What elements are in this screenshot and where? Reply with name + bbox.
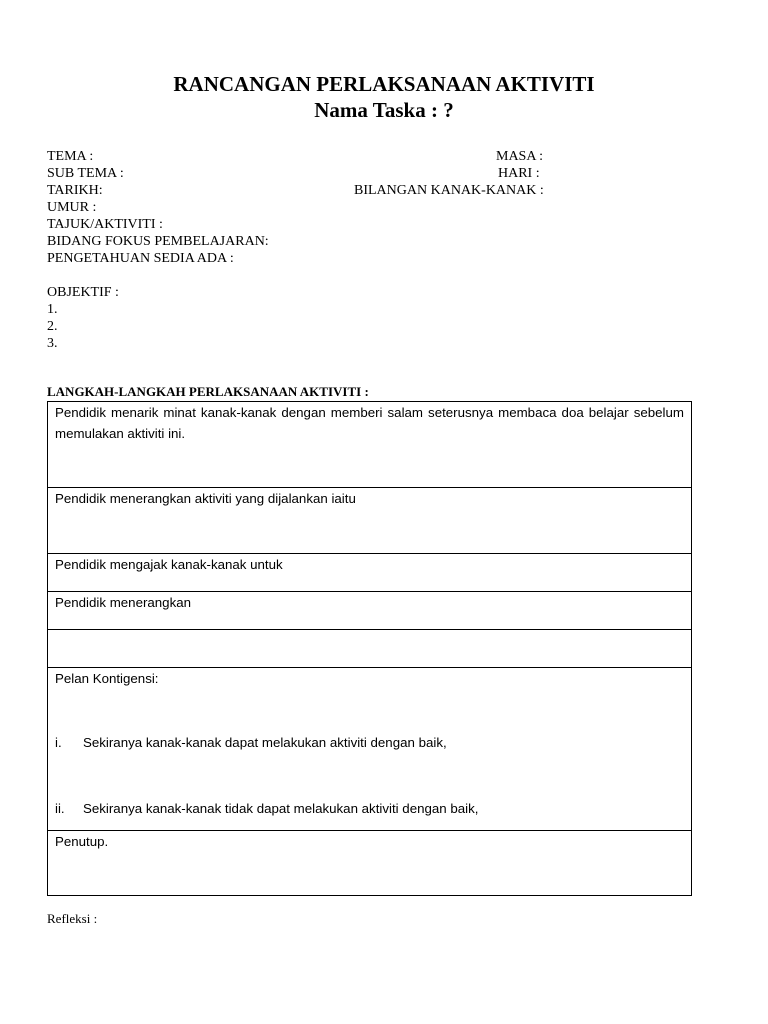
field-tajuk-aktiviti: TAJUK/AKTIVITI : <box>47 217 163 232</box>
field-tarikh: TARIKH: <box>47 183 103 198</box>
step-cell <box>48 488 692 554</box>
contingency-cell <box>48 668 692 831</box>
table-row <box>48 402 692 488</box>
table-row <box>48 630 692 668</box>
steps-heading: LANGKAH-LANGKAH PERLAKSANAAN AKTIVITI : <box>47 384 369 399</box>
list-text: Sekiranya kanak-kanak tidak dapat melakukan aktiviti dengan baik, <box>83 801 479 816</box>
closing-cell <box>48 831 692 896</box>
step-text: Pendidik menerangkan aktiviti yang dijalankan iaitu <box>55 491 356 506</box>
step-text: Pendidik menerangkan <box>55 595 192 610</box>
step-cell <box>48 554 692 592</box>
objektif-label: OBJEKTIF : <box>47 285 119 300</box>
document-title: RANCANGAN PERLAKSANAAN AKTIVITI <box>173 72 595 96</box>
objektif-item: 1. <box>47 302 58 317</box>
table-row <box>48 831 692 896</box>
steps-table <box>47 401 692 896</box>
step-cell-empty <box>48 630 692 668</box>
list-item <box>55 798 478 819</box>
list-item <box>55 732 447 753</box>
list-text: Sekiranya kanak-kanak dapat melakukan aktiviti dengan baik, <box>83 735 447 750</box>
field-hari: HARI : <box>498 166 540 181</box>
step-text: Penutup. <box>55 834 109 849</box>
objektif-item: 3. <box>47 336 58 351</box>
field-masa: MASA : <box>496 149 544 164</box>
table-row <box>48 554 692 592</box>
step-text: Pendidik mengajak kanak-kanak untuk <box>55 557 283 572</box>
objektif-item: 2. <box>47 319 58 334</box>
field-bidang-fokus: BIDANG FOKUS PEMBELAJARAN: <box>47 234 269 249</box>
field-tema: TEMA : <box>47 149 94 164</box>
table-row <box>48 592 692 630</box>
refleksi-label: Refleksi : <box>47 911 98 926</box>
step-text: Pendidik menarik minat kanak-kanak dengan memberi salam seterusnya membaca doa belajar sebelum memulakan aktiviti ini. <box>55 405 684 441</box>
list-number: ii. <box>55 801 65 816</box>
step-cell <box>48 592 692 630</box>
step-cell <box>48 402 692 488</box>
list-number: i. <box>55 735 62 750</box>
table-row <box>48 668 692 831</box>
field-pengetahuan-sedia-ada: PENGETAHUAN SEDIA ADA : <box>47 251 234 266</box>
contingency-label: Pelan Kontigensi: <box>55 671 159 686</box>
field-sub-tema: SUB TEMA : <box>47 166 124 181</box>
document-subtitle: Nama Taska : ? <box>314 98 454 122</box>
field-bilangan-kanak-kanak: BILANGAN KANAK-KANAK : <box>354 183 544 198</box>
field-umur: UMUR : <box>47 200 97 215</box>
table-row <box>48 488 692 554</box>
